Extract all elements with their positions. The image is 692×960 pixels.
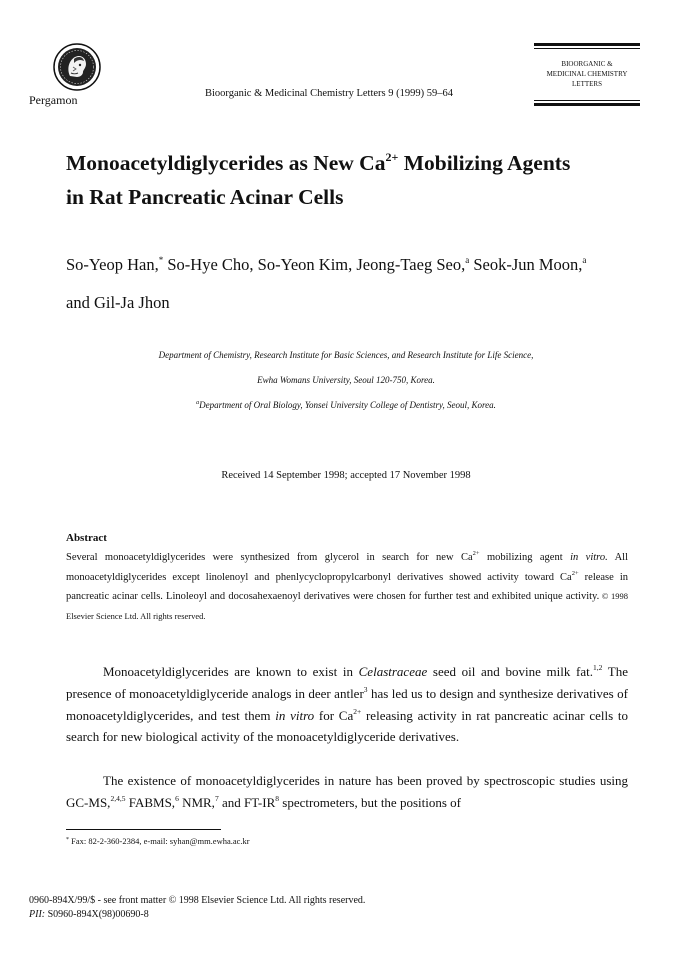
author-mark: a <box>465 255 470 265</box>
abstract-copyright: © 1998 Elsevier Science Ltd. All rights reserved. <box>66 591 628 621</box>
affiliation-line-2: Ewha Womans University, Seoul 120-750, Korea. <box>257 375 435 385</box>
abstract-italic: in vitro. <box>570 552 608 563</box>
abstract-superscript: 2+ <box>472 550 480 557</box>
body-text: seed oil and bovine milk fat. <box>427 664 593 679</box>
corresponding-author-footnote <box>66 836 250 846</box>
publisher-logo-icon <box>53 43 101 91</box>
affiliation-text: Department of Oral Biology, Yonsei University College of Dentistry, Seoul, Korea. <box>199 400 496 410</box>
header-rule-bottom-thin <box>534 100 640 101</box>
abstract-heading: Abstract <box>66 532 107 544</box>
title-line-1 <box>66 146 656 180</box>
body-superscript: 2+ <box>353 706 362 716</box>
header-rule-top-thin <box>534 48 640 49</box>
journal-citation: Bioorganic & Medicinal Chemistry Letters 9 (1999) 59–64 <box>205 88 453 99</box>
abstract-text: All monoacetyldiglycerides except linolenoyl and phenlycyclopropylcarbonyl derivatives showed activity toward Ca <box>66 552 628 583</box>
pii-line <box>29 909 149 920</box>
body-text: and FT-IR <box>218 794 276 810</box>
header-rule-top <box>534 43 640 46</box>
author-mark: a <box>582 255 587 265</box>
affiliation-line-3 <box>40 400 652 410</box>
title-line-2: in Rat Pancreatic Acinar Cells <box>66 185 344 209</box>
affiliation-line-1: Department of Chemistry, Research Institute for Basic Sciences, and Research Institute for Life Science, <box>158 350 534 360</box>
footnote-text: Fax: 82-2-360-2384, e-mail: syhan@mm.ewha.ac.kr <box>69 836 250 846</box>
received-dates: Received 14 September 1998; accepted 17 November 1998 <box>221 470 471 481</box>
author-line-2: and Gil-Ja Jhon <box>66 293 170 312</box>
footnote-divider <box>66 829 221 830</box>
body-text: The presence of monoacetyldiglyceride analogs in deer antler <box>66 664 628 701</box>
body-text: NMR, <box>178 794 215 810</box>
author-line-1 <box>66 246 666 284</box>
body-text: has led us to design and synthesize derivatives of monoacetyldiglycerides, and test them <box>66 685 629 723</box>
pii-label: PII: <box>29 909 46 920</box>
footnote-mark: * <box>66 837 69 843</box>
abstract-superscript: 2+ <box>571 569 579 577</box>
author-list <box>66 246 666 322</box>
citation-ref: 1,2 <box>592 663 603 672</box>
citation-ref: 3 <box>363 684 368 694</box>
body-italic: in vitro <box>275 707 315 723</box>
affiliation-mark: a <box>196 400 200 406</box>
body-text: The existence of monoacetyldiglycerides in nature has been proved by spectroscopic studies using GC-MS, <box>66 773 628 810</box>
citation-ref: 2,4,5 <box>110 793 126 803</box>
title-text: Monoacetyldiglycerides as New Ca <box>66 151 386 175</box>
abstract-text: mobilizing agent <box>479 552 571 563</box>
body-paragraph-1 <box>66 661 628 748</box>
author-name: Seok-Jun Moon, <box>469 255 583 274</box>
citation-ref: 7 <box>214 793 219 803</box>
body-text: for Ca <box>314 707 354 723</box>
citation-ref: 8 <box>275 793 280 803</box>
journal-name-line: MEDICINAL CHEMISTRY <box>546 70 628 78</box>
citation-ref: 6 <box>175 793 179 803</box>
abstract-body <box>66 548 628 626</box>
abstract-text: Several monoacetyldiglycerides were synthesized from glycerol in search for new Ca <box>66 552 473 563</box>
body-text: spectrometers, but the positions of <box>279 794 461 810</box>
journal-name-line: BIOORGANIC & <box>561 60 613 68</box>
journal-name-block <box>532 59 642 89</box>
publisher-name: Pergamon <box>29 93 78 107</box>
author-name: So-Yeop Han, <box>66 255 159 274</box>
title-text: Mobilizing Agents <box>398 151 571 175</box>
body-text: Monoacetyldiglycerides are known to exist in <box>103 664 359 679</box>
author-name: So-Hye Cho, So-Yeon Kim, Jeong-Taeg Seo, <box>163 255 466 274</box>
title-superscript: 2+ <box>385 150 399 164</box>
abstract-text: release in pancreatic acinar cells. Linoleoyl and docosahexaenoyl derivatives were chosen for further test and exhibited unique activity. <box>66 571 629 602</box>
author-mark: * <box>158 255 164 265</box>
pii-value: S0960-894X(98)00690-8 <box>45 909 149 920</box>
body-text: releasing activity in rat pancreatic acinar cells to search for new biological activity of the monoacetyldiglyceride derivatives. <box>66 707 628 745</box>
body-italic: Celastraceae <box>358 664 428 679</box>
journal-name-line: LETTERS <box>572 80 602 88</box>
article-title <box>66 146 656 214</box>
body-text: FABMS, <box>125 794 176 810</box>
front-matter-line: 0960-894X/99/$ - see front matter © 1998 Elsevier Science Ltd. All rights reserved. <box>29 895 366 906</box>
header-rule-bottom <box>534 103 640 106</box>
body-paragraph-2 <box>66 770 628 814</box>
